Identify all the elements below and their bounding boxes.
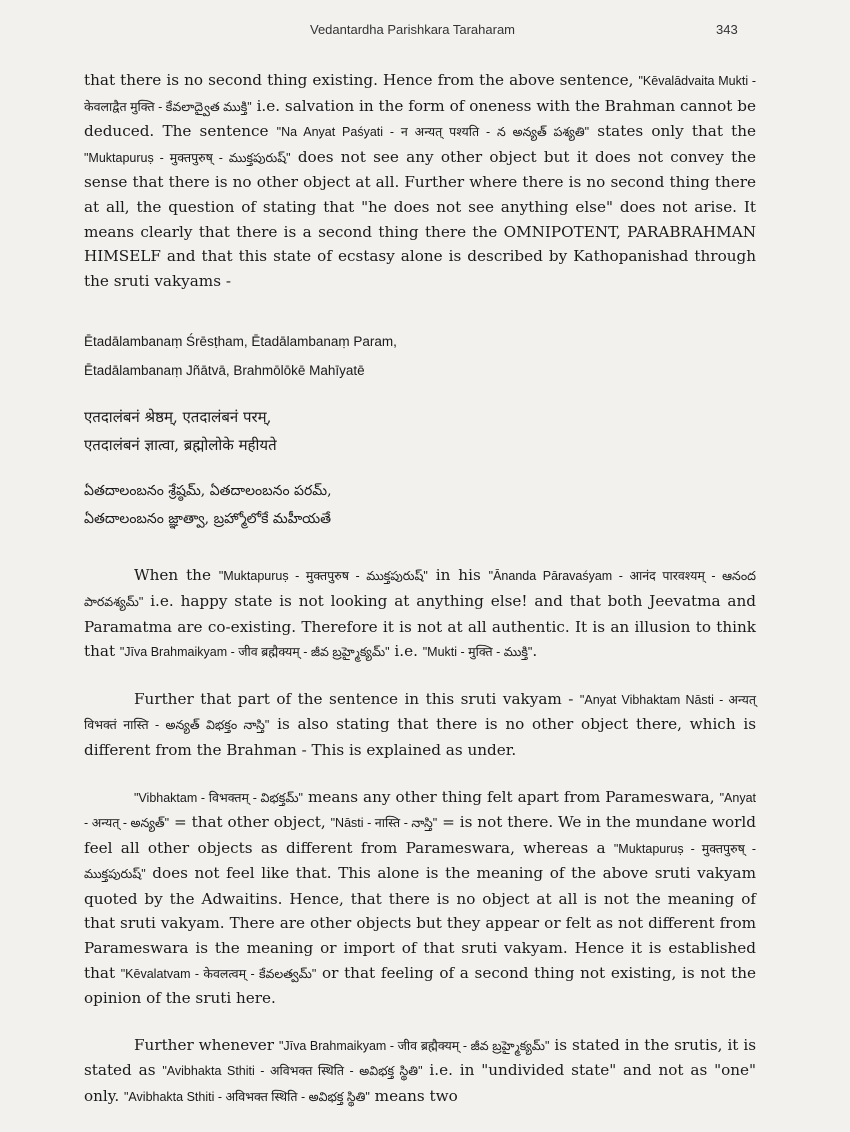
term-quote: "Ānanda Pāravaśyam - आनंद पारवश्यम् - ఆనంద పారవశ్యమ్": [84, 569, 756, 609]
text-run: Further whenever: [134, 1035, 279, 1054]
verse-line: ఏతదాలంబనం శ్రేష్ఠమ్, ఏతదాలంబనం పరమ్,: [84, 483, 332, 500]
text-run: i.e. in "undivided state" and not as "one" only.: [84, 1061, 756, 1106]
text-run: = is not there. We in the mundane world feel all other objects as different from Parameswara, whereas a: [84, 813, 756, 857]
text-run: i.e.: [389, 642, 423, 661]
verse-devanagari: [84, 403, 756, 459]
term-quote: "Kēvalatvam - केवलत्वम् - కేవలత్వమ్": [120, 966, 317, 981]
text-run: that there is no second thing existing. Hence from the above sentence,: [84, 71, 639, 89]
term-quote: "Na Anyat Paśyati - न अन्यत् पश्यति - న అన్యత్ పశ్యతి": [276, 125, 590, 140]
text-run: states only that the: [589, 122, 756, 141]
text-run: When the: [134, 566, 219, 585]
text-run: in his: [427, 566, 489, 585]
paragraph: [84, 687, 756, 763]
verse-telugu: [84, 477, 756, 533]
text-run: means any other thing felt apart from Parameswara,: [302, 787, 720, 806]
text-run: is stated in the srutis, it is stated as: [84, 1035, 756, 1080]
paragraph: [84, 785, 756, 1011]
paragraph: [84, 563, 756, 664]
term-quote: "Jīva Brahmaikyam - जीव ब्रह्मैक्यम् - జీవ బ్రహ్మైక్యమ్": [278, 1038, 550, 1053]
text-run: i.e. happy state is not looking at anything else! and that both Jeevatma and Paramatma are co-existing. Therefore it is not at all authentic. It is an illusion to think that: [84, 591, 756, 661]
term-quote: "Anyat - अन्यत् - అన్యత్": [84, 790, 756, 831]
text-run: or that feeling of a second thing not existing, is not the opinion of the sruti here.: [84, 963, 756, 1008]
term-quote: "Anyat Vibhaktam Nāsti - अन्यत् विभक्तं नास्ति - అన్యత్ విభక్తం నాస్తి": [84, 692, 756, 733]
text-run: = that other object,: [169, 813, 331, 832]
text-run: is also stating that there is no other object there, which is different from the Brahman - This is explained as under.: [84, 715, 756, 759]
verse-transliteration: [84, 327, 756, 385]
term-quote: "Muktapuruṣ - मुक्तपुरुष् - ముక్తపురుష్": [84, 150, 291, 165]
term-quote: "Nāsti - नास्ति - నాస్తి": [330, 816, 438, 831]
term-quote: "Jīva Brahmaikyam - जीव ब्रह्मैक्यम् - జీవ బ్రహ్మైక్యమ్": [119, 645, 390, 660]
text-run: does not see any other object but it does not convey the sense that there is no other object at all. Further where there is no second thing there at all, the question of stating that "he does not see anything else" does not arise. It means clearly that there is a second thing there the OMNIPOTENT, PARABRAHMAN HIMSELF and that this state of ecstasy alone is described by Kathopanishad through the sruti vakyams -: [84, 147, 757, 290]
term-quote: "Muktapuruṣ - मुक्तपुरुष् - ముక్తపురుష్": [84, 841, 756, 882]
term-quote: "Vibhaktam - विभक्तम् - విభక్తమ్": [134, 790, 303, 805]
page-body: [84, 68, 756, 1132]
paragraph: [84, 1033, 756, 1110]
running-title: Vedantardha Parishkara Taraharam: [310, 22, 515, 37]
verse-line: Ētadālambanaṃ Śrēsṭham, Ētadālambanaṃ Param,: [84, 334, 397, 350]
term-quote: "Avibhakta Sthiti - अविभक्त स्थिति - అవిభక్త స్థితి": [162, 1064, 423, 1079]
verse-line: Ētadālambanaṃ Jñātvā, Brahmōlōkē Mahīyatē: [84, 363, 365, 379]
term-quote: "Kēvalādvaita Mukti - केवलाद्वैत मुक्ति - కేవలాద్వైత ముక్తి": [84, 74, 756, 114]
term-quote: "Avibhakta Sthiti - अविभक्त स्थिति - అవిభక్త స్థితి": [124, 1090, 370, 1105]
verse-line: एतदालंबनं ज्ञात्वा, ब्रह्मोलोके महीयते: [84, 436, 277, 455]
term-quote: "Muktapuruṣ - मुक्तपुरुष - ముక్తపురుష్": [218, 569, 428, 584]
text-run: Further that part of the sentence in this sruti vakyam -: [134, 689, 580, 708]
text-run: does not feel like that. This alone is the meaning of the above sruti vakyam quoted by the Adwaitins. Hence, that there is no object at all is not the meaning of that sruti vakyam. There are other objects but they appear or felt as not different from Parameswara is the meaning or import of that sruti vakyam. Hence it is established that: [84, 864, 756, 982]
paragraph: [84, 68, 756, 293]
term-quote: "Mukti - मुक्ति - ముక్తి": [422, 645, 533, 660]
verse-line: एतदालंबनं श्रेष्ठम्, एतदालंबनं परम्,: [84, 408, 272, 427]
text-run: i.e. salvation in the form of oneness with the Brahman cannot be deduced. The sentence: [84, 96, 756, 141]
text-run: .: [532, 642, 538, 661]
page-number: 343: [716, 22, 738, 37]
verse-line: ఏతదాలంబనం జ్ఞాత్వా, బ్రహ్మోలోకే మహీయతే: [84, 511, 332, 528]
text-run: means two: [369, 1087, 458, 1106]
